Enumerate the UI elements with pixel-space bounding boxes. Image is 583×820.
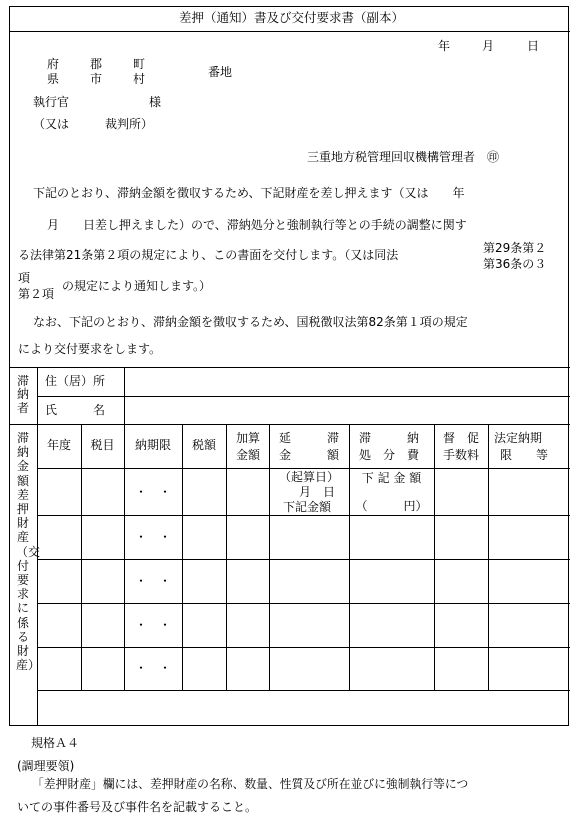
table-row-2-bottom [37,559,570,560]
table-top-border [9,424,570,425]
header-year: 年度 [46,438,71,452]
due-date-dots: ・ ・ [134,530,171,544]
row1-calc-a: （起算日） [278,470,339,484]
due-date-dots: ・ ・ [134,618,171,632]
note-line-1: 「差押財産」欄には、差押財産の名称、数量、性質及び所在並びに強制執行等につ [32,777,469,791]
table-row-4-bottom [37,647,570,648]
header-addition: 加算金額 [235,431,260,462]
table-col-8 [488,424,489,690]
date-month: 月 [482,39,495,53]
notes-title: (調理要領) [17,759,75,773]
address-fu: 府 [47,57,60,71]
header-amount: 税額 [191,438,216,452]
table-row-1-bottom [37,515,570,516]
address-ken: 県 [47,72,60,86]
table-row-3-bottom [37,603,570,604]
body-stack-a: 第29条第２ [483,241,547,255]
table-row-5-bottom [37,690,570,691]
addressee-sama: 様 [149,95,162,109]
debtor-address-label: 住（居）所 [45,374,106,388]
body-line-3: る法律第21条第２項の規定により、この書面を交付します。（又は同法 [18,248,399,262]
body-line-1: 下記のとおり、滞納金額を徴収するため、下記財産を差し押えます（又は 年 [33,186,465,200]
sender-line: 三重地方税管理回収機構管理者 ㊞ [307,150,500,164]
address-shi: 市 [90,72,103,86]
debtor-name-value[interactable] [130,404,560,420]
table-col-3 [182,424,183,690]
row1-calc-b: 月 日 [299,485,336,499]
header-fee-b: 処 分 費 [359,448,420,462]
title-divider [9,31,570,32]
body-para2-line-1: なお、下記のとおり、滞納金額を徴収するため、国税徴収法第82条第１項の規定 [33,315,468,329]
header-prompt-a: 督 促 [442,431,479,445]
row1-calc-c: 下記金額 [283,500,332,514]
debtor-label: 滞納者 [16,374,29,415]
body-line-4a: 項 [18,271,31,285]
table-col-2 [124,424,125,690]
header-prompt-b: 手数料 [442,448,479,462]
date-day: 日 [527,39,540,53]
header-delay-a: 延 滞 [279,431,340,445]
debtor-top-border [9,367,570,368]
due-date-dots: ・ ・ [134,661,171,675]
body-stack-b: 第36条の３ [483,257,547,271]
debtor-name-label: 氏 名 [45,403,106,417]
header-tax: 税目 [90,438,115,452]
body-line-2: 月 日差し押えました）ので、滞納処分と強制執行等との手続の調整に関す [47,218,467,232]
addressee-court: （又は 裁判所） [33,117,154,131]
due-date-dots: ・ ・ [134,485,171,499]
body-para2-line-2: により交付要求をします。 [18,342,162,356]
address-banchi: 番地 [208,65,233,79]
header-delay-b: 金 額 [279,448,340,462]
row1-fee-a: 下 記 金 額 [361,471,422,485]
table-col-7 [434,424,435,690]
header-legal-a: 法定納期 [494,431,543,445]
date-year: 年 [438,39,451,53]
size-label: 規格Ａ４ [31,736,80,750]
form-title: 差押（通知）書及び交付要求書（副本） [178,10,404,25]
debtor-address-value[interactable] [130,375,560,391]
table-header-bottom [37,468,570,469]
header-fee-a: 滞 納 [359,431,420,445]
table-col-6 [349,424,350,690]
address-mura: 村 [133,72,146,86]
header-legal-b: 限 等 [500,448,549,462]
due-date-dots: ・ ・ [134,574,171,588]
address-machi: 町 [133,57,146,71]
body-line-4b: 第２項 [18,287,55,301]
form-frame [9,6,569,726]
body-line-5: の規定により通知します。） [62,279,212,293]
row1-fee-b: （ 円） [355,499,428,513]
debtor-mid-border [37,396,570,397]
address-gun: 郡 [90,57,103,71]
header-due: 納期限 [134,438,171,452]
note-line-2: いての事件番号及び事件名を記載すること。 [17,800,258,814]
table-col-4 [226,424,227,690]
debtor-col-border-2 [124,367,125,424]
table-col-1 [81,424,82,690]
table-col-5 [269,424,270,690]
table-side-label: 滞納金額差押財産（交付要求に係る財産） [16,431,41,673]
addressee-officer: 執行官 [33,95,70,109]
